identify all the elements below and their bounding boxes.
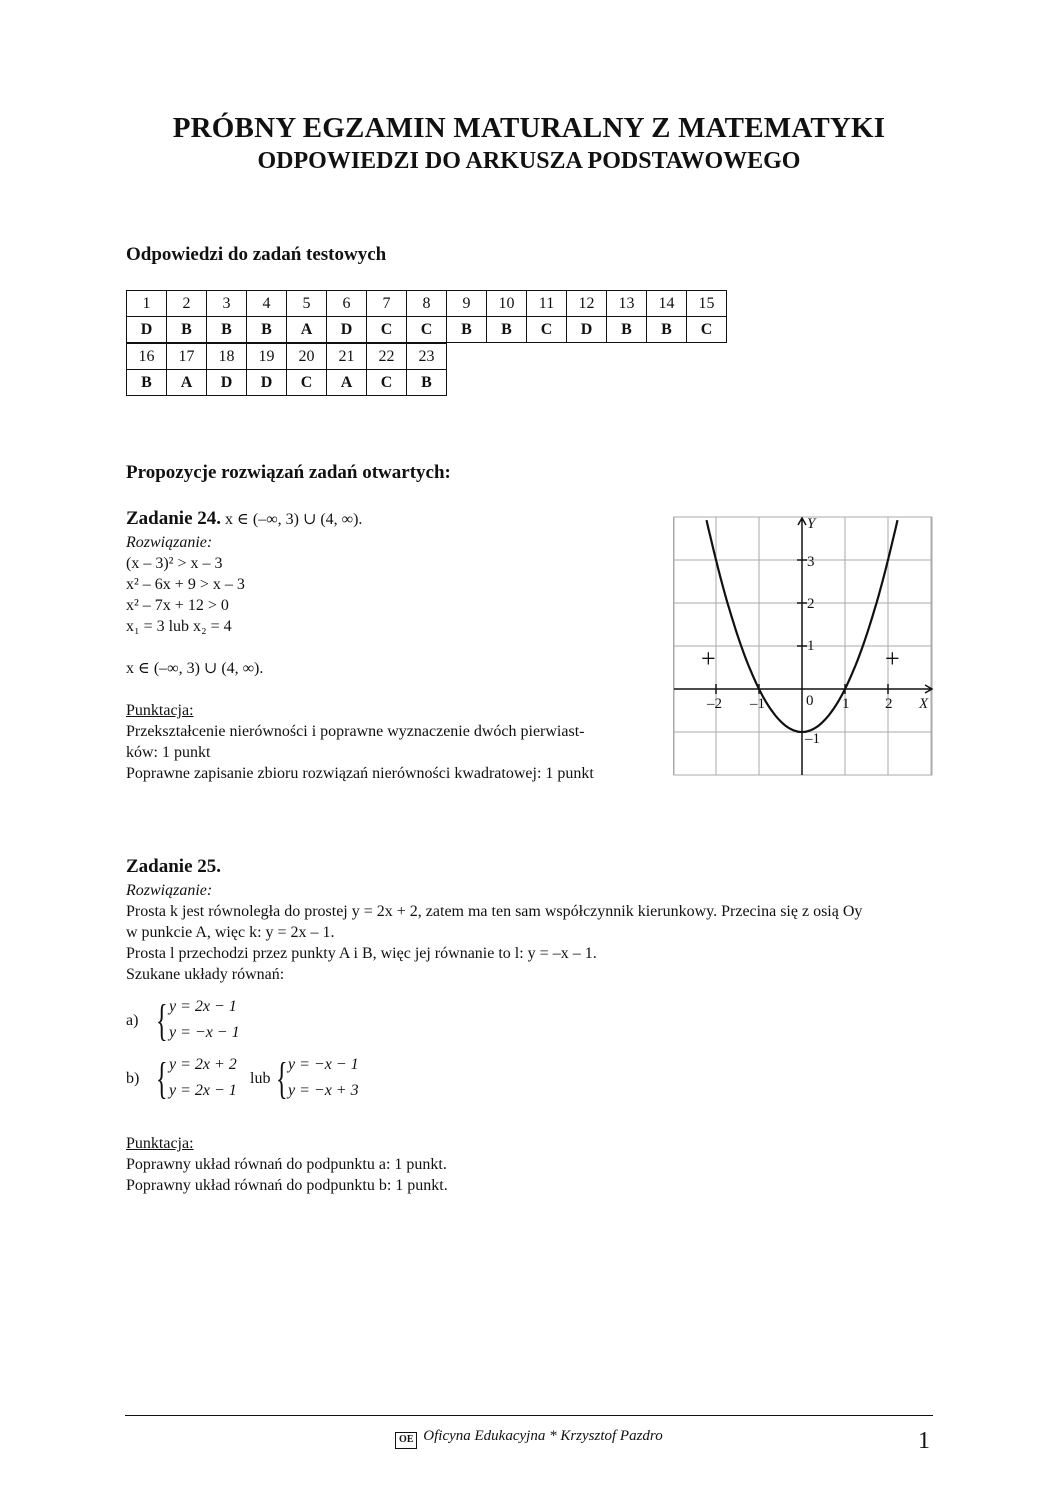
system-b1-eq-1: y = 2x + 2 [169,1056,237,1073]
task24-line-3: x² – 7x + 12 > 0 [126,597,229,614]
answer-cell: D [327,317,367,343]
task24-result: x ∈ (–∞, 3) ∪ (4, ∞). [126,660,264,677]
system-b-label: b) [126,1070,140,1087]
publisher-logo-icon: OE [395,1432,417,1449]
answer-cell: A [167,370,207,396]
answer-cell: B [207,317,247,343]
task-number-cell: 16 [127,344,167,370]
answer-cell: B [407,370,447,396]
page-number: 1 [918,1428,930,1454]
answers-table-2 [126,343,447,396]
x-tick-label: 2 [885,696,893,712]
x-axis [674,685,932,693]
answer-cell: D [127,317,167,343]
task24-scoring-2: ków: 1 punkt [126,744,211,761]
task24-line-1: (x – 3)² > x – 3 [126,555,223,572]
task24-line-2: x² – 6x + 9 > x – 3 [126,576,245,593]
answer-cell: A [327,370,367,396]
x-tick-label: –1 [750,696,765,712]
task-number-cell: 22 [367,344,407,370]
task-number-cell: 20 [287,344,327,370]
brace-icon: { [156,996,168,1045]
task24-answer: x ∈ (–∞, 3) ∪ (4, ∞). [225,511,363,528]
task-number-cell: 2 [167,291,207,317]
task-number-cell: 21 [327,344,367,370]
parabola-graph [673,516,935,778]
answer-cell: C [367,317,407,343]
task25-title: Zadanie 25. [126,856,222,877]
system-b1-eq-2: y = 2x − 1 [169,1082,237,1099]
task-number-cell: 5 [287,291,327,317]
answer-cell: C [367,370,407,396]
answers-letters-row [127,370,447,396]
task24-scoring-1: Przekształcenie nierówności i poprawne wyznaczenie dwóch pierwiast- [126,723,585,740]
answer-cell: B [167,317,207,343]
answer-cell: D [247,370,287,396]
y-axis-label: Y [807,516,816,532]
answer-cell: A [287,317,327,343]
footer-publisher [0,1428,1058,1449]
system-a-eq-2: y = −x − 1 [169,1024,240,1041]
task25 [126,856,946,985]
page-subtitle: ODPOWIEDZI DO ARKUSZA PODSTAWOWEGO [257,148,801,174]
test-answers-heading: Odpowiedzi do zadań testowych [126,244,387,265]
task-number-cell: 18 [207,344,247,370]
origin-label: 0 [806,693,814,709]
task-number-cell: 8 [407,291,447,317]
task-number-cell: 1 [127,291,167,317]
task24-title: Zadanie 24. [126,508,222,529]
answer-cell: B [647,317,687,343]
answers-letters-row [127,317,727,343]
publisher-name: Oficyna Edukacyjna * Krzysztof Pazdro [423,1428,663,1444]
task25-line-4: Szukane układy równań: [126,966,285,983]
answer-cell: B [447,317,487,343]
x-axis-label: X [919,696,929,712]
task-number-cell: 14 [647,291,687,317]
answer-cell: C [287,370,327,396]
answers-numbers-row [127,344,447,370]
brace-icon: { [276,1054,288,1103]
answer-cell: D [207,370,247,396]
plus-sign-left: + [701,644,716,673]
task-number-cell: 12 [567,291,607,317]
task24-solution-label: Rozwiązanie: [126,534,213,551]
x-tick-label: –2 [707,696,722,712]
system-b2-eq-2: y = −x + 3 [288,1082,359,1099]
page-title: PRÓBNY EGZAMIN MATURALNY Z MATEMATYKI [172,112,886,144]
task25-scoring-2: Poprawny układ równań do podpunktu b: 1 punkt. [126,1177,448,1194]
answer-cell: B [247,317,287,343]
task25-line-3: Prosta l przechodzi przez punkty A i B, więc jej równanie to l: y = –x – 1. [126,945,597,962]
system-a [126,998,426,1048]
plus-sign-right: + [885,644,900,673]
task-number-cell: 4 [247,291,287,317]
footer-divider [125,1415,933,1416]
task-number-cell: 17 [167,344,207,370]
task-number-cell: 7 [367,291,407,317]
task24-scoring-label: Punktacja: [126,702,194,719]
task25-line-1: Prosta k jest równoległa do prostej y = 2x + 2, zatem ma ten sam współczynnik kierunkowy. Przecina się z osią Oy [126,903,863,920]
answer-cell: C [687,317,727,343]
task-number-cell: 23 [407,344,447,370]
task-number-cell: 9 [447,291,487,317]
open-tasks-heading: Propozycje rozwiązań zadań otwartych: [126,462,451,483]
system-b [126,1056,526,1106]
task-number-cell: 15 [687,291,727,317]
task25-solution-label: Rozwiązanie: [126,882,213,899]
system-a-label: a) [126,1012,139,1029]
task-number-cell: 11 [527,291,567,317]
task24-scoring-3: Poprawne zapisanie zbioru rozwiązań nierówności kwadratowej: 1 punkt [126,765,594,782]
task24 [126,508,656,784]
task25-scoring [126,1133,726,1196]
task-number-cell: 19 [247,344,287,370]
task-number-cell: 13 [607,291,647,317]
answer-cell: B [607,317,647,343]
task25-scoring-label: Punktacja: [126,1135,194,1152]
task-number-cell: 6 [327,291,367,317]
answers-table-1 [126,290,727,343]
answer-cell: D [567,317,607,343]
task-number-cell: 10 [487,291,527,317]
y-tick-label: 1 [807,638,815,654]
answers-numbers-row [127,291,727,317]
task25-scoring-1: Poprawny układ równań do podpunktu a: 1 punkt. [126,1156,447,1173]
answer-cell: B [487,317,527,343]
task24-line-4: x₁ = 3 lub x₂ = 4 [126,618,232,635]
task-number-cell: 3 [207,291,247,317]
system-b2-eq-1: y = −x − 1 [288,1056,359,1073]
system-b-lub: lub [250,1070,271,1087]
y-tick-label: 2 [807,596,815,612]
answer-cell: B [127,370,167,396]
brace-icon: { [156,1054,168,1103]
answer-cell: C [407,317,447,343]
y-tick-label: 3 [807,554,815,570]
x-tick-label: 1 [842,696,850,712]
system-a-eq-1: y = 2x − 1 [169,998,237,1015]
answer-cell: C [527,317,567,343]
task25-line-2: w punkcie A, więc k: y = 2x – 1. [126,924,335,941]
y-tick-label: –1 [805,731,820,747]
